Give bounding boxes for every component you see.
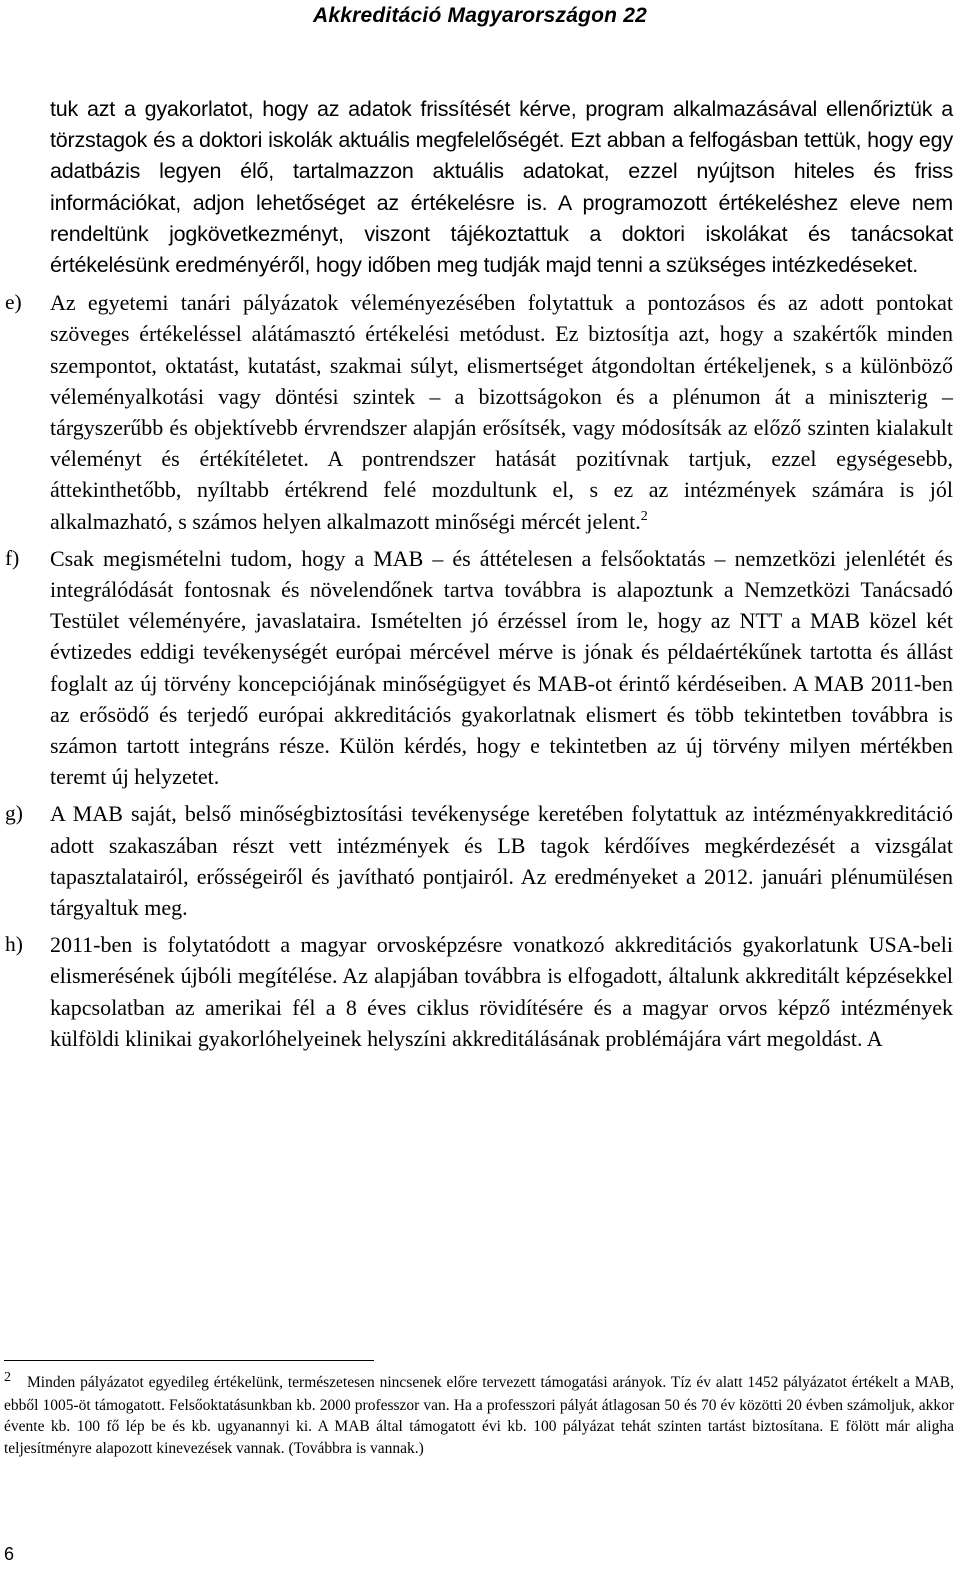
list-item-text: A MAB saját, belső minőségbiztosítási tevékenysége keretében folytattuk az intézményakkreditáció adott szakaszában részt vett intézmények és LB tagok kérdőíves megkérdezését a vizsgálat tapasztalatairól, erősségeiről és javítható pontjairól. Az eredményeket a 2012. januári plénumülésen tárgyaltuk meg. (50, 801, 953, 921)
list-marker: f) (5, 545, 20, 570)
list-item-text: Csak megismételni tudom, hogy a MAB – és áttételesen a felsőoktatás – nemzetközi jelenlétét és integrálódását fontosnak és növelendőnek tartva továbbra is alapoztunk a Nemzetközi Tanácsadó Testület véleményére, javaslataira. Ismételten jó érzéssel írom le, hogy az NTT a MAB közel két évtizedes eddigi tevékenységét európai mércével mérve is jónak és példaértékűnek tartotta és állást foglalt az új törvény koncepciójának minőségügyet és MAB-ot érintő kérdéseiben. A MAB 2011-ben az erősödő és terjedő európai akkreditációs gyakorlatnak elismert és több tekintetben továbbra is számon tartott integráns része. Külön kérdés, hogy e tekintetben az új törvény milyen mértékben teremt új helyzetet. (50, 545, 953, 790)
list-item-e (5, 287, 953, 537)
footnote-divider (4, 1360, 374, 1361)
intro-paragraph: tuk azt a gyakorlatot, hogy az adatok frissítését kérve, program alkalmazásával ellenőriztük a törzstagok és a doktori iskolák aktuális megfelelőségét. Ezt abban a felfogásban tettük, hogy egy adatbázis legyen élő, tartalmazzon aktuális adatokat, ezzel nyújtson hiteles és friss információkat, adjon lehetőséget az értékelésre is. A programozott értékeléshez eleve nem rendeltünk jogkövetkezményt, viszont tájékoztattuk a doktori iskolákat és tanácsokat értékelésünk eredményéről, hogy időben meg tudják majd tenni a szükséges intézkedéseket. (50, 97, 953, 278)
list-item-g (5, 798, 953, 923)
footnote-reference: 2 (640, 508, 648, 524)
footnote-mark: 2 (4, 1370, 11, 1385)
list-item-text: 2011-ben is folytatódott a magyar orvosképzésre vonatkozó akkreditációs gyakorlatunk USA-beli elismerésének újbóli megítélése. Az alapjában továbbra is elfogadott, általunk akkreditált képzésekkel kapcsolatban az amerikai fél a 8 éves ciklus rövidítésére és a magyar orvos képző intézmények külföldi klinikai gyakorlóhelyeinek helyszíni akkreditálásának problémájára várt megoldást. A (50, 932, 953, 1051)
list-marker: h) (5, 932, 23, 957)
running-header: Akkreditáció Magyarországon 22 (313, 4, 647, 27)
footnote (4, 1372, 954, 1459)
list-marker: e) (5, 290, 22, 315)
main-text (5, 94, 953, 1054)
list-item-h (5, 929, 953, 1054)
footnote-text: Minden pályázatot egyedileg értékelünk, természetesen nincsenek előre tervezett támogatási arányok. Tíz év alatt 1452 pályázatot értékelt a MAB, ebből 1005-öt támogatott. Felsőoktatásunkban kb. 2000 professzor van. Ha a professzori pályát átlagosan 50 és 70 év közötti 20 évben számoljuk, akkor évente kb. 100 fő lép be és kb. ugyanannyi ki. A MAB által támogatott évi kb. 100 pályázat tehát szinten tartást biztosítana. E fölött már aligha teljesítményre alapozott kinevezések vannak. (Továbbra is vannak.) (4, 1374, 954, 1457)
list-item-f (5, 543, 953, 793)
list-marker: g) (5, 801, 23, 826)
page-number: 6 (4, 1544, 15, 1564)
list-item-text: Az egyetemi tanári pályázatok véleményezésében folytattuk a pontozásos és az adott pontokat szöveges értékeléssel alátámasztó értékelési metódust. Ez biztosítja azt, hogy a szakértők minden szempontot, oktatást, kutatást, szakmai súlyt, elismertséget átgondoltan értékeljenek, s a különböző véleményalkotási vagy döntési szintek – a bizottságokon és a plénumon át a miniszterig – tárgyszerűbb és objektívebb érvrendszer alapján erősítsék, vagy módosítsák az előző szinten kialakult véleményt és értékítéletet. A pontrendszer hatását pozitívnak tartjuk, ezzel egységesebb, áttekinthetőbb, nyíltabb értékrend felé mozdultunk el, s ez az intézmények számára is jól alkalmazható, s számos helyen alkalmazott minőségi mércét jelent. (50, 290, 953, 534)
